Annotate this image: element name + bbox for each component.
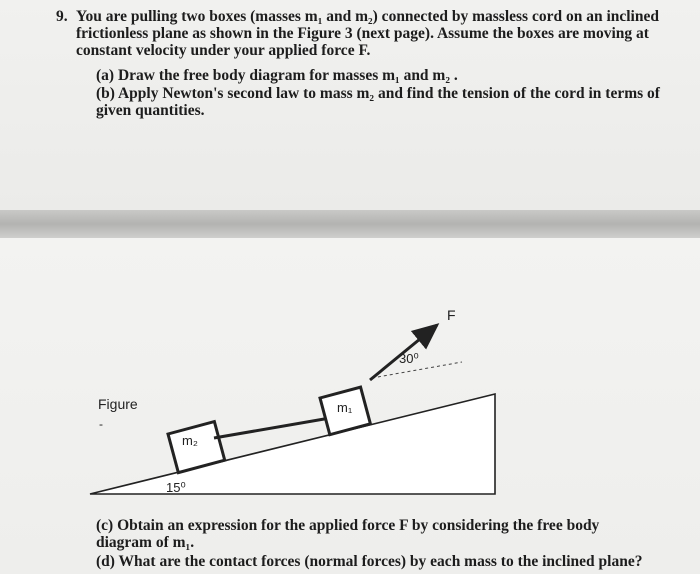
- page-divider: [0, 210, 700, 238]
- force-angle-label: 30⁰: [399, 351, 419, 366]
- part-d-text: (d) What are the contact forces (normal forces) by each mass to the inclined plane?: [96, 553, 643, 570]
- incline-angle-label: 15⁰: [166, 480, 186, 495]
- question-number: 9.: [56, 8, 68, 25]
- mass-m2-label: m₂: [182, 433, 198, 448]
- figure-caption: Figure: [98, 396, 138, 412]
- incline-figure: [0, 238, 700, 508]
- inclined-plane: [90, 394, 495, 494]
- figure-caption-mark: -: [99, 417, 103, 431]
- force-label: F: [447, 307, 456, 323]
- part-b-text: (b) Apply Newton's second law to mass m₂ and find the tension of the cord in terms of given quantities.: [96, 85, 660, 119]
- connecting-cord: [214, 418, 330, 438]
- mass-m1-label: m₁: [337, 400, 353, 415]
- question-text: You are pulling two boxes (masses m₁ and m₂) connected by massless cord on an inclined frictionless plane as shown in the Figure 3 (next page). Assume the boxes are moving at constant velocity under your applied force F.: [76, 8, 659, 59]
- part-a-text: (a) Draw the free body diagram for masses m₁ and m₂ .: [96, 67, 458, 84]
- part-c-text: (c) Obtain an expression for the applied force F by considering the free body diagram of m₁.: [96, 517, 600, 551]
